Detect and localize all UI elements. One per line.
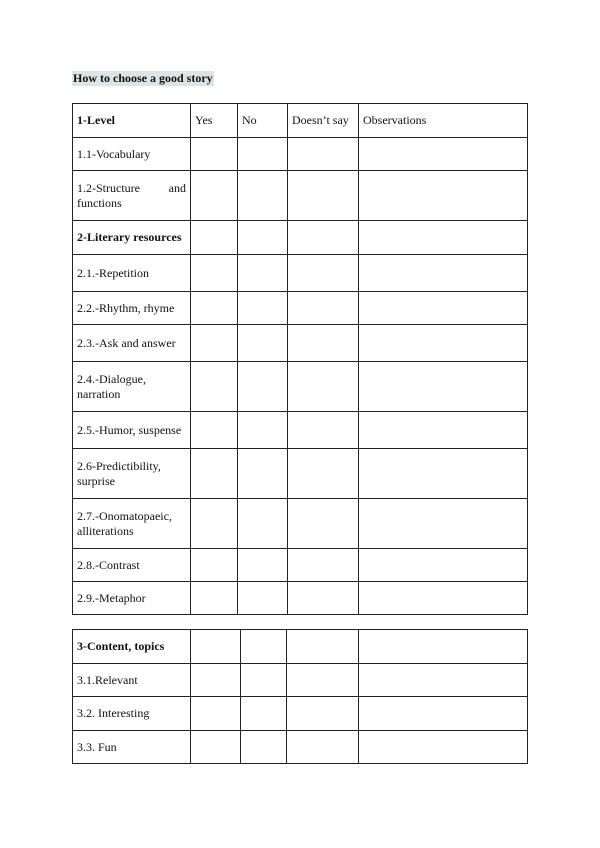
row-label: 2.2.-Rhythm, rhyme — [73, 292, 191, 325]
cell-observations — [359, 292, 528, 325]
cell-observations — [359, 171, 528, 221]
table-row — [73, 697, 528, 731]
story-evaluation-table-1 — [72, 103, 528, 615]
cell-observations — [359, 582, 528, 615]
cell-doesnt-say — [288, 449, 359, 499]
cell-observations — [359, 221, 528, 255]
cell-doesnt-say — [287, 630, 359, 664]
table-section-row — [73, 630, 528, 664]
cell-yes — [191, 362, 238, 412]
table-row — [73, 582, 528, 615]
table-row — [73, 731, 528, 764]
row-label: 2.4.-Dialogue, narration — [73, 362, 191, 412]
cell-observations — [359, 412, 528, 449]
cell-yes — [191, 138, 238, 171]
row-label: 2.9.-Metaphor — [73, 582, 191, 615]
cell-no — [241, 697, 287, 731]
cell-no — [238, 499, 288, 549]
cell-no — [238, 362, 288, 412]
story-evaluation-table-2 — [72, 629, 528, 764]
cell-observations — [359, 138, 528, 171]
section-label: 2-Literary resources — [73, 221, 191, 255]
header-observations: Observations — [359, 104, 528, 138]
cell-no — [238, 582, 288, 615]
cell-no — [238, 412, 288, 449]
cell-observations — [359, 362, 528, 412]
cell-yes — [191, 255, 238, 292]
cell-no — [238, 449, 288, 499]
header-doesnt-say: Doesn’t say — [288, 104, 359, 138]
cell-doesnt-say — [288, 221, 359, 255]
cell-no — [241, 731, 287, 764]
header-no: No — [238, 104, 288, 138]
cell-no — [241, 664, 287, 697]
cell-no — [238, 255, 288, 292]
cell-yes — [191, 499, 238, 549]
table-header-row — [73, 104, 528, 138]
cell-doesnt-say — [287, 731, 359, 764]
table-row — [73, 325, 528, 362]
row-label: 2.1.-Repetition — [73, 255, 191, 292]
cell-yes — [191, 171, 238, 221]
table-row — [73, 171, 528, 221]
cell-no — [238, 171, 288, 221]
cell-yes — [191, 412, 238, 449]
cell-observations — [359, 325, 528, 362]
cell-observations — [359, 449, 528, 499]
cell-doesnt-say — [288, 362, 359, 412]
table-row — [73, 412, 528, 449]
cell-yes — [191, 731, 241, 764]
table-row — [73, 549, 528, 582]
row-label: 1.2-Structure and functions — [73, 171, 191, 221]
cell-yes — [191, 697, 241, 731]
table-row — [73, 664, 528, 697]
cell-yes — [191, 449, 238, 499]
cell-yes — [191, 630, 241, 664]
cell-observations — [359, 549, 528, 582]
cell-yes — [191, 221, 238, 255]
row-label: 2.7.-Onomatopaeic, alliterations — [73, 499, 191, 549]
header-yes: Yes — [191, 104, 238, 138]
cell-no — [241, 630, 287, 664]
cell-observations — [359, 255, 528, 292]
row-label: 2.5.-Humor, suspense — [73, 412, 191, 449]
cell-observations — [359, 499, 528, 549]
table-row — [73, 255, 528, 292]
row-label: 3.2. Interesting — [73, 697, 191, 731]
cell-doesnt-say — [288, 292, 359, 325]
cell-observations — [359, 630, 528, 664]
cell-doesnt-say — [288, 255, 359, 292]
cell-doesnt-say — [287, 697, 359, 731]
cell-doesnt-say — [288, 138, 359, 171]
cell-doesnt-say — [288, 412, 359, 449]
cell-no — [238, 549, 288, 582]
cell-yes — [191, 664, 241, 697]
row-label: 3.1.Relevant — [73, 664, 191, 697]
table-row — [73, 499, 528, 549]
row-label: 2.8.-Contrast — [73, 549, 191, 582]
table-row — [73, 292, 528, 325]
cell-no — [238, 325, 288, 362]
cell-doesnt-say — [287, 664, 359, 697]
cell-no — [238, 292, 288, 325]
cell-doesnt-say — [288, 171, 359, 221]
cell-observations — [359, 664, 528, 697]
table-row — [73, 362, 528, 412]
table-section-row — [73, 221, 528, 255]
cell-yes — [191, 292, 238, 325]
document-title: How to choose a good story — [73, 71, 213, 85]
row-label: 2.3.-Ask and answer — [73, 325, 191, 362]
cell-doesnt-say — [288, 582, 359, 615]
cell-no — [238, 221, 288, 255]
header-level: 1-Level — [73, 104, 191, 138]
section-label: 3-Content, topics — [73, 630, 191, 664]
cell-doesnt-say — [288, 549, 359, 582]
cell-doesnt-say — [288, 499, 359, 549]
cell-observations — [359, 697, 528, 731]
row-label: 1.1-Vocabulary — [73, 138, 191, 171]
table-row — [73, 138, 528, 171]
row-label: 2.6-Predictibility, surprise — [73, 449, 191, 499]
cell-yes — [191, 549, 238, 582]
cell-yes — [191, 325, 238, 362]
table-row — [73, 449, 528, 499]
cell-no — [238, 138, 288, 171]
row-label: 3.3. Fun — [73, 731, 191, 764]
cell-yes — [191, 582, 238, 615]
cell-doesnt-say — [288, 325, 359, 362]
cell-observations — [359, 731, 528, 764]
